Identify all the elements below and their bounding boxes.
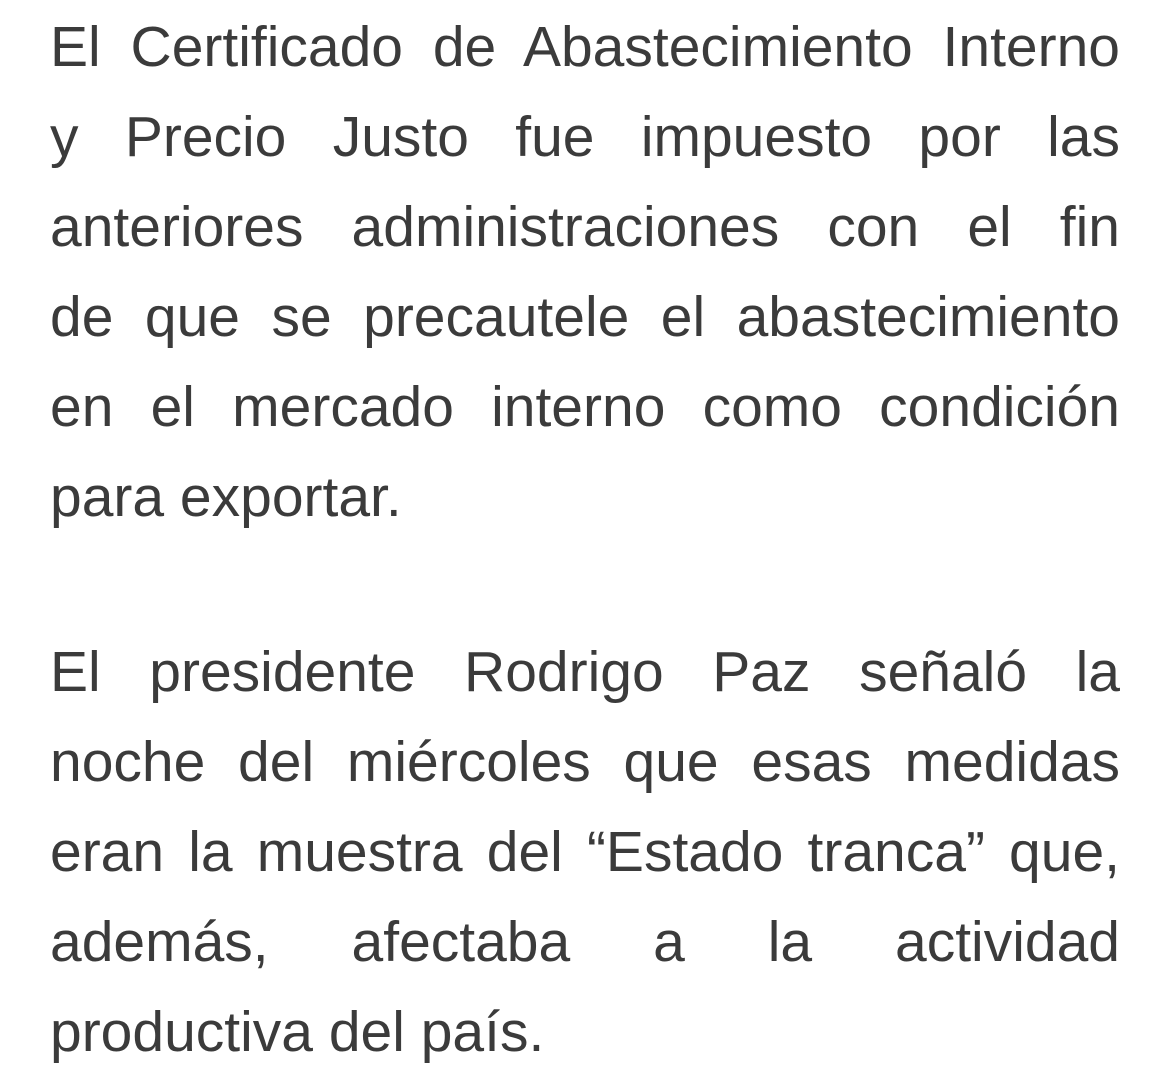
text-line: para exportar. [50,465,402,529]
text-line: además, afectaba a la actividad [50,910,1120,974]
text-line: y Precio Justo fue impuesto por las [50,105,1120,169]
paragraph [50,627,1120,1077]
text-line: eran la muestra del “Estado tranca” que, [50,820,1120,884]
text-line: en el mercado interno como condición [50,375,1120,439]
text-line: productiva del país. [50,1000,545,1064]
text-line: El presidente Rodrigo Paz señaló la [50,640,1120,704]
text-line: anteriores administraciones con el fin [50,195,1120,259]
text-line: de que se precautele el abastecimiento [50,285,1120,349]
text-line: El Certificado de Abastecimiento Interno [50,15,1120,79]
text-line: noche del miércoles que esas medidas [50,730,1120,794]
paragraph [50,2,1120,542]
